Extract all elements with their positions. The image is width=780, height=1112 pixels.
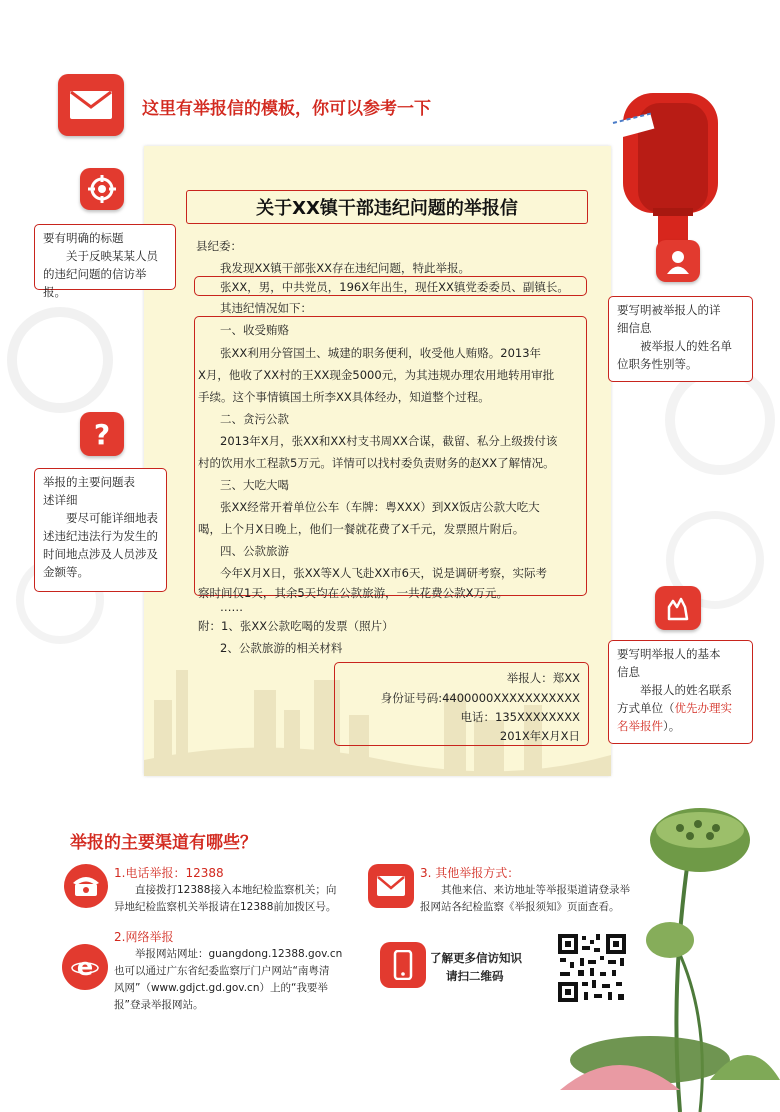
browser-icon: [62, 944, 108, 990]
section-3-line: 喝，上个月X日晚上，他们一餐就花费了X千元，发票照片附后。: [198, 522, 525, 536]
attachment-1: 附：1、张XX公款吃喝的发票（照片）: [198, 619, 394, 633]
attachment-2: 2、公款旅游的相关材料: [220, 641, 343, 655]
hand-icon: [655, 586, 701, 630]
web-channel-title: 2.网络举报: [114, 930, 174, 944]
reported-person-line: 张XX，男，中共党员，196X年出生，现任XX镇党委委员、副镇长。: [220, 280, 569, 294]
section-1-title: 一、收受贿赂: [220, 323, 289, 337]
svg-text:?: ?: [93, 419, 111, 449]
other-channel-line: 报网站各纪检监察《举报须知》页面查看。: [420, 901, 620, 913]
facts-intro: 其违纪情况如下：: [220, 301, 312, 315]
section-3-title: 三、大吃大喝: [220, 478, 289, 492]
phone-channel-line: 直接拨打12388接入本地纪检监察机关；向: [135, 884, 337, 896]
callout-reporter: 要写明举报人的基本 信息 举报人的姓名联系 方式单位（优先办理实 名举报件）。: [608, 640, 753, 744]
section-4-line: 今年X月X日，张XX等X人飞赴XX市6天，说是调研考察，实际考: [220, 566, 547, 580]
reporter-phone: 电话：135XXXXXXXX: [460, 710, 580, 724]
ellipsis: ……: [220, 600, 243, 614]
channels-heading: 举报的主要渠道有哪些？: [70, 833, 257, 853]
callout-reported-person: 要写明被举报人的详 细信息 被举报人的姓名单 位职务性别等。: [608, 296, 753, 382]
envelope-icon: [368, 864, 414, 908]
section-1-line: X月，他收了XX村的王XX现金5000元，为其违规办理农用地转用审批: [198, 368, 555, 382]
web-channel-line: 举报网站网址：guangdong.12388.gov.cn: [135, 948, 343, 960]
salutation: 县纪委：: [196, 239, 242, 253]
letter-date: 201X年X月X日: [499, 729, 580, 743]
question-icon: [80, 412, 124, 456]
web-channel-line: 风网”（www.gdjct.gd.gov.cn）上的“我要举: [114, 982, 328, 994]
svg-text:e: e: [76, 953, 94, 981]
web-channel-line: 报”登录举报网站。: [114, 999, 204, 1011]
envelope-icon: [58, 74, 124, 136]
section-4-title: 四、公款旅游: [220, 544, 289, 558]
callout-title: 要有明确的标题 关于反映某某人员 的违纪问题的信访举报。: [34, 224, 176, 290]
section-3-line: 张XX经常开着单位公车（车牌：粤XXX）到XX饭店公款大吃大: [220, 500, 540, 514]
section-1-line: 张XX利用分管国土、城建的职务便利，收受他人贿赂。2013年: [220, 346, 542, 360]
section-2-title: 二、贪污公款: [220, 412, 289, 426]
phone-channel-title: 1.电话举报：12388: [114, 866, 224, 880]
other-channel-title: 3. 其他举报方式：: [420, 866, 520, 880]
section-2-line: 村的饮用水工程款5万元。详情可以找村委负责财务的赵XX了解情况。: [198, 456, 555, 470]
callout-problem: 举报的主要问题表 述详细 要尽可能详细地表 述违纪违法行为发生的 时间地点涉及人员涉及 金额等。: [34, 468, 167, 592]
qr-hint-line: 了解更多信访知识: [430, 951, 522, 965]
mobile-icon: [380, 942, 426, 988]
section-2-line: 2013年X月，张XX和XX村支书周XX合谋，截留、私分上级拨付该: [220, 434, 558, 448]
reporter-name: 举报人：郑XX: [506, 671, 580, 685]
target-icon: [80, 168, 124, 210]
intro-line: 我发现XX镇干部张XX存在违纪问题，特此举报。: [220, 261, 471, 275]
qr-hint-line: 请扫二维码: [446, 969, 504, 983]
section-4-line: 察时间仅1天，其余5天均在公款旅游，一共花费公款X万元。: [198, 586, 509, 600]
person-icon: [656, 240, 700, 282]
other-channel-line: 其他来信、来访地址等举报渠道请登录举: [441, 884, 630, 896]
phone-channel-line: 异地纪检监察机关举报请在12388前加拨区号。: [114, 901, 337, 913]
telephone-icon: [64, 864, 108, 908]
page-headline: 这里有举报信的模板，你可以参考一下: [142, 99, 431, 119]
section-1-line: 手续。这个事情镇国土所李XX具体经办，知道整个过程。: [198, 390, 490, 404]
letter-title: 关于XX镇干部违纪问题的举报信: [186, 190, 588, 224]
reporter-id: 身份证号码:4400000XXXXXXXXXXX: [380, 691, 580, 705]
web-channel-line: 也可以通过广东省纪委监察厅门户网站“南粤清: [114, 965, 330, 977]
lotus-illustration: [560, 790, 780, 1112]
